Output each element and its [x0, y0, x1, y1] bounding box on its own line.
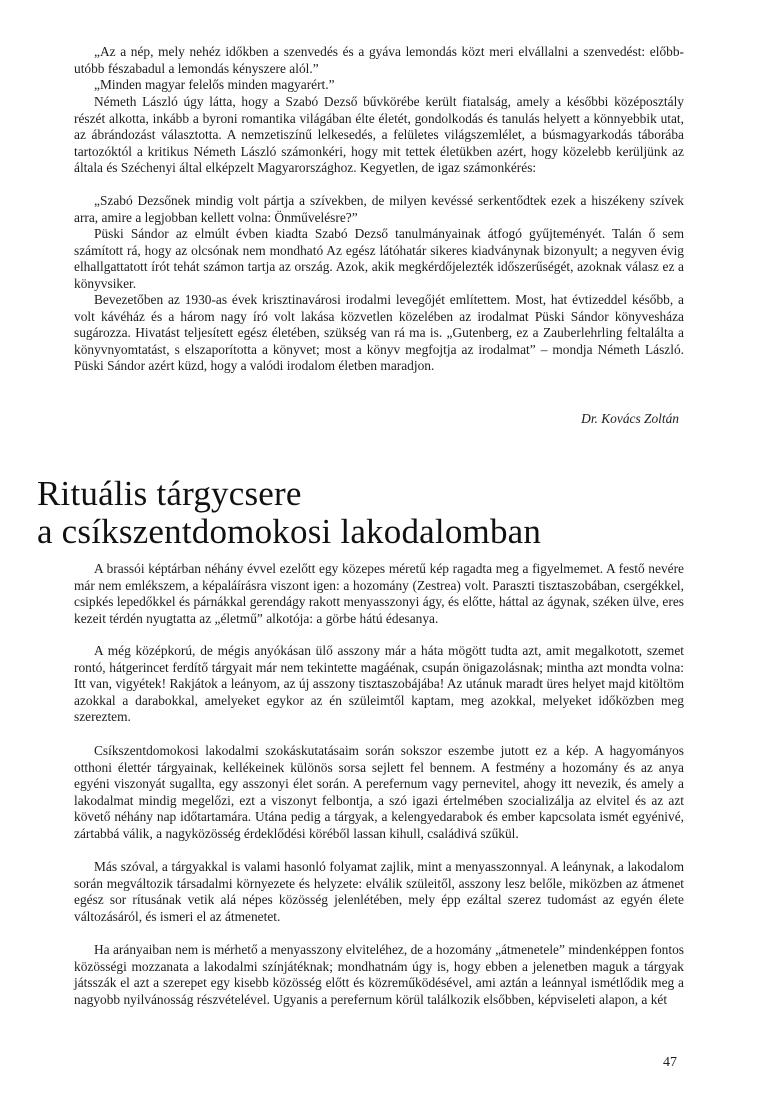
- quote-paragraph-1: „Az a nép, mely nehéz időkben a szenvedés és a gyáva lemondás közt meri elvállalni a szenvedést: előbb-utóbb fészabadul a lemondás kényszere alól.”: [74, 44, 684, 76]
- quote-paragraph-3: „Szabó Dezsőnek mindig volt pártja a szívekben, de milyen kevéssé serkentődtek ezek a hiszékeny szívek arra, amire a legjobban kellett volna: Önművelésre?”: [74, 193, 684, 225]
- article-paragraph-4: Más szóval, a tárgyakkal is valami hasonló folyamat zajlik, mint a menyasszonnyal. A leánynak, a lakodalom során megváltozik társadalmi környezete és helyzete: elválik szüleitől, asszony lesz belőle, miközben az átmenet egész sor rítusának vetik alá népes közösség jelenlétében, mely épp ezáltal szerez tudomást az egyén élete változásáról, és ismeri el az átmenetet.: [74, 859, 684, 924]
- article-paragraph-1: A brassói képtárban néhány évvel ezelőtt egy közepes méretű kép ragadta meg a figyelmemet. A festő nevére már nem emlékszem, a képaláírásra viszont igen: a hozomány (Zestrea) volt. Paraszti tisztaszobában, csergékkel, csipkés lepedőkkel és párnákkal gerendágy rakott menyasszonyi ágy, és előtte, háttal az ágynak, széken ülve, eres kezeit térdén nyugtatta az „életmű” alkotója: a görbe hátú édesanya.: [74, 561, 684, 626]
- article-title: [37, 475, 737, 551]
- article-paragraph-5: Ha arányaiban nem is mérhető a menyasszony elviteléhez, de a hozomány „átmenetele” mindenképpen fontos közösségi mozzanata a lakodalmi színjátéknak; mondhatnám úgy is, hogy ebben a jelenetben maguk a tárgyak játsszák el azt a szerepet egy kisebb közösség előtt és közreműködésével, ami aztán a leánnyal ismétlődik meg a nagyobb nyilvánosság részvételével. Ugyanis a perefernum körül találkozik elsőbben, képviseleti alapon, a két: [74, 942, 684, 1007]
- body-paragraph-3: Bevezetőben az 1930-as évek krisztinavárosi irodalmi levegőjét említettem. Most, hat évtizeddel később, a volt kávéház és a három nagy író volt lakása közvetlen közelében az irodalmat Püski Sándor könyvesháza sugározza. Hivatást teljesített egész életében, szükség van rá ma is. „Gutenberg, ez a Zauberlehrling feltalálta a könyvnyomtatást, s elszaporította a könyvet; most a könyv megfojtja az irodalmat” – mondja Németh László. Püski Sándor azért küzd, hogy a valódi irodalom életben maradjon.: [74, 292, 684, 374]
- body-paragraph-1: Németh László úgy látta, hogy a Szabó Dezső bűvkörébe került fiatalság, amely a későbbi középosztály részét alkotta, inkább a byroni romantika világában élte életét, gondolkodás és tanulás helyett a könnyebbik utat, az ábrándozást választotta. A nemzetiszínű lelkesedés, a felületes világszemlélet, a búsmagyarkodás táborába tartozóktól a kritikus Németh László számonkéri, hogy mit tettek életükben azért, hogy közelebb kerüljünk az általa és Széchenyi által elképzelt Magyarországhoz. Kegyetlen, de igaz számonkérés:: [74, 94, 684, 176]
- page-number: 47: [663, 1055, 677, 1070]
- quote-paragraph-2: „Minden magyar felelős minden magyarért.”: [94, 77, 335, 92]
- author-signature: Dr. Kovács Zoltán: [581, 411, 679, 426]
- article-paragraph-2: A még középkorú, de mégis anyókásan ülő asszony már a háta mögött tudta azt, amit megalkotott, szemet rontó, hátgerincet ferdítő tárgyait már nem tekintette magáénak, csupán önigazolásnak; mintha azt mondta volna: Itt van, vigyétek! Rakjátok a leányom, az új asszony tisztaszobájába! Az utánuk maradt üres helyet majd kitöltöm azokkal a darabokkal, amelyeket egykor az én szüleimtől kaptam, meg azokkal, melyeket időközben meg szereztem.: [74, 643, 684, 725]
- article-title-line-1: Rituális tárgycsere: [37, 474, 302, 513]
- article-paragraph-3: Csíkszentdomokosi lakodalmi szokáskutatásaim során sokszor eszembe jutott ez a kép. A hagyományos otthoni élettér tárgyainak, kellékeinek különös sorsa sejlett fel bennem. A festmény a hozomány és az anya egyéni viszonyát sugallta, egy asszonyi élet során. A perefernum vagy pernevitel, ahogy itt nevezik, és amely a lakodalmat mindig megelőzi, ezt a viszonyt felbontja, a szó igazi értelmében szocializálja az elvitel és az azt követő néhány nap időtartamára. Utána pedig a tárgyak, a kelengyedarabok és ember kapcsolata ismét egyénivé, zártabbá válik, a nagyközösség érdeklődési köréből lassan kihull, családivá szűkül.: [74, 743, 684, 841]
- article-title-line-2: a csíkszentdomokosi lakodalomban: [37, 512, 542, 551]
- body-paragraph-2: Püski Sándor az elmúlt évben kiadta Szabó Dezső tanulmányainak átfogó gyűjteményét. Talán ő sem számított rá, hogy az olcsónak nem mondható Az egész látóhatár sikeres kiadványnak bizonyult; a negyven évig elhallgattatott írót tehát számon tartja az ország. Azok, akik megkérdőjelezték időszerűségét, azoknak válasz ez a könyvsiker.: [74, 226, 684, 291]
